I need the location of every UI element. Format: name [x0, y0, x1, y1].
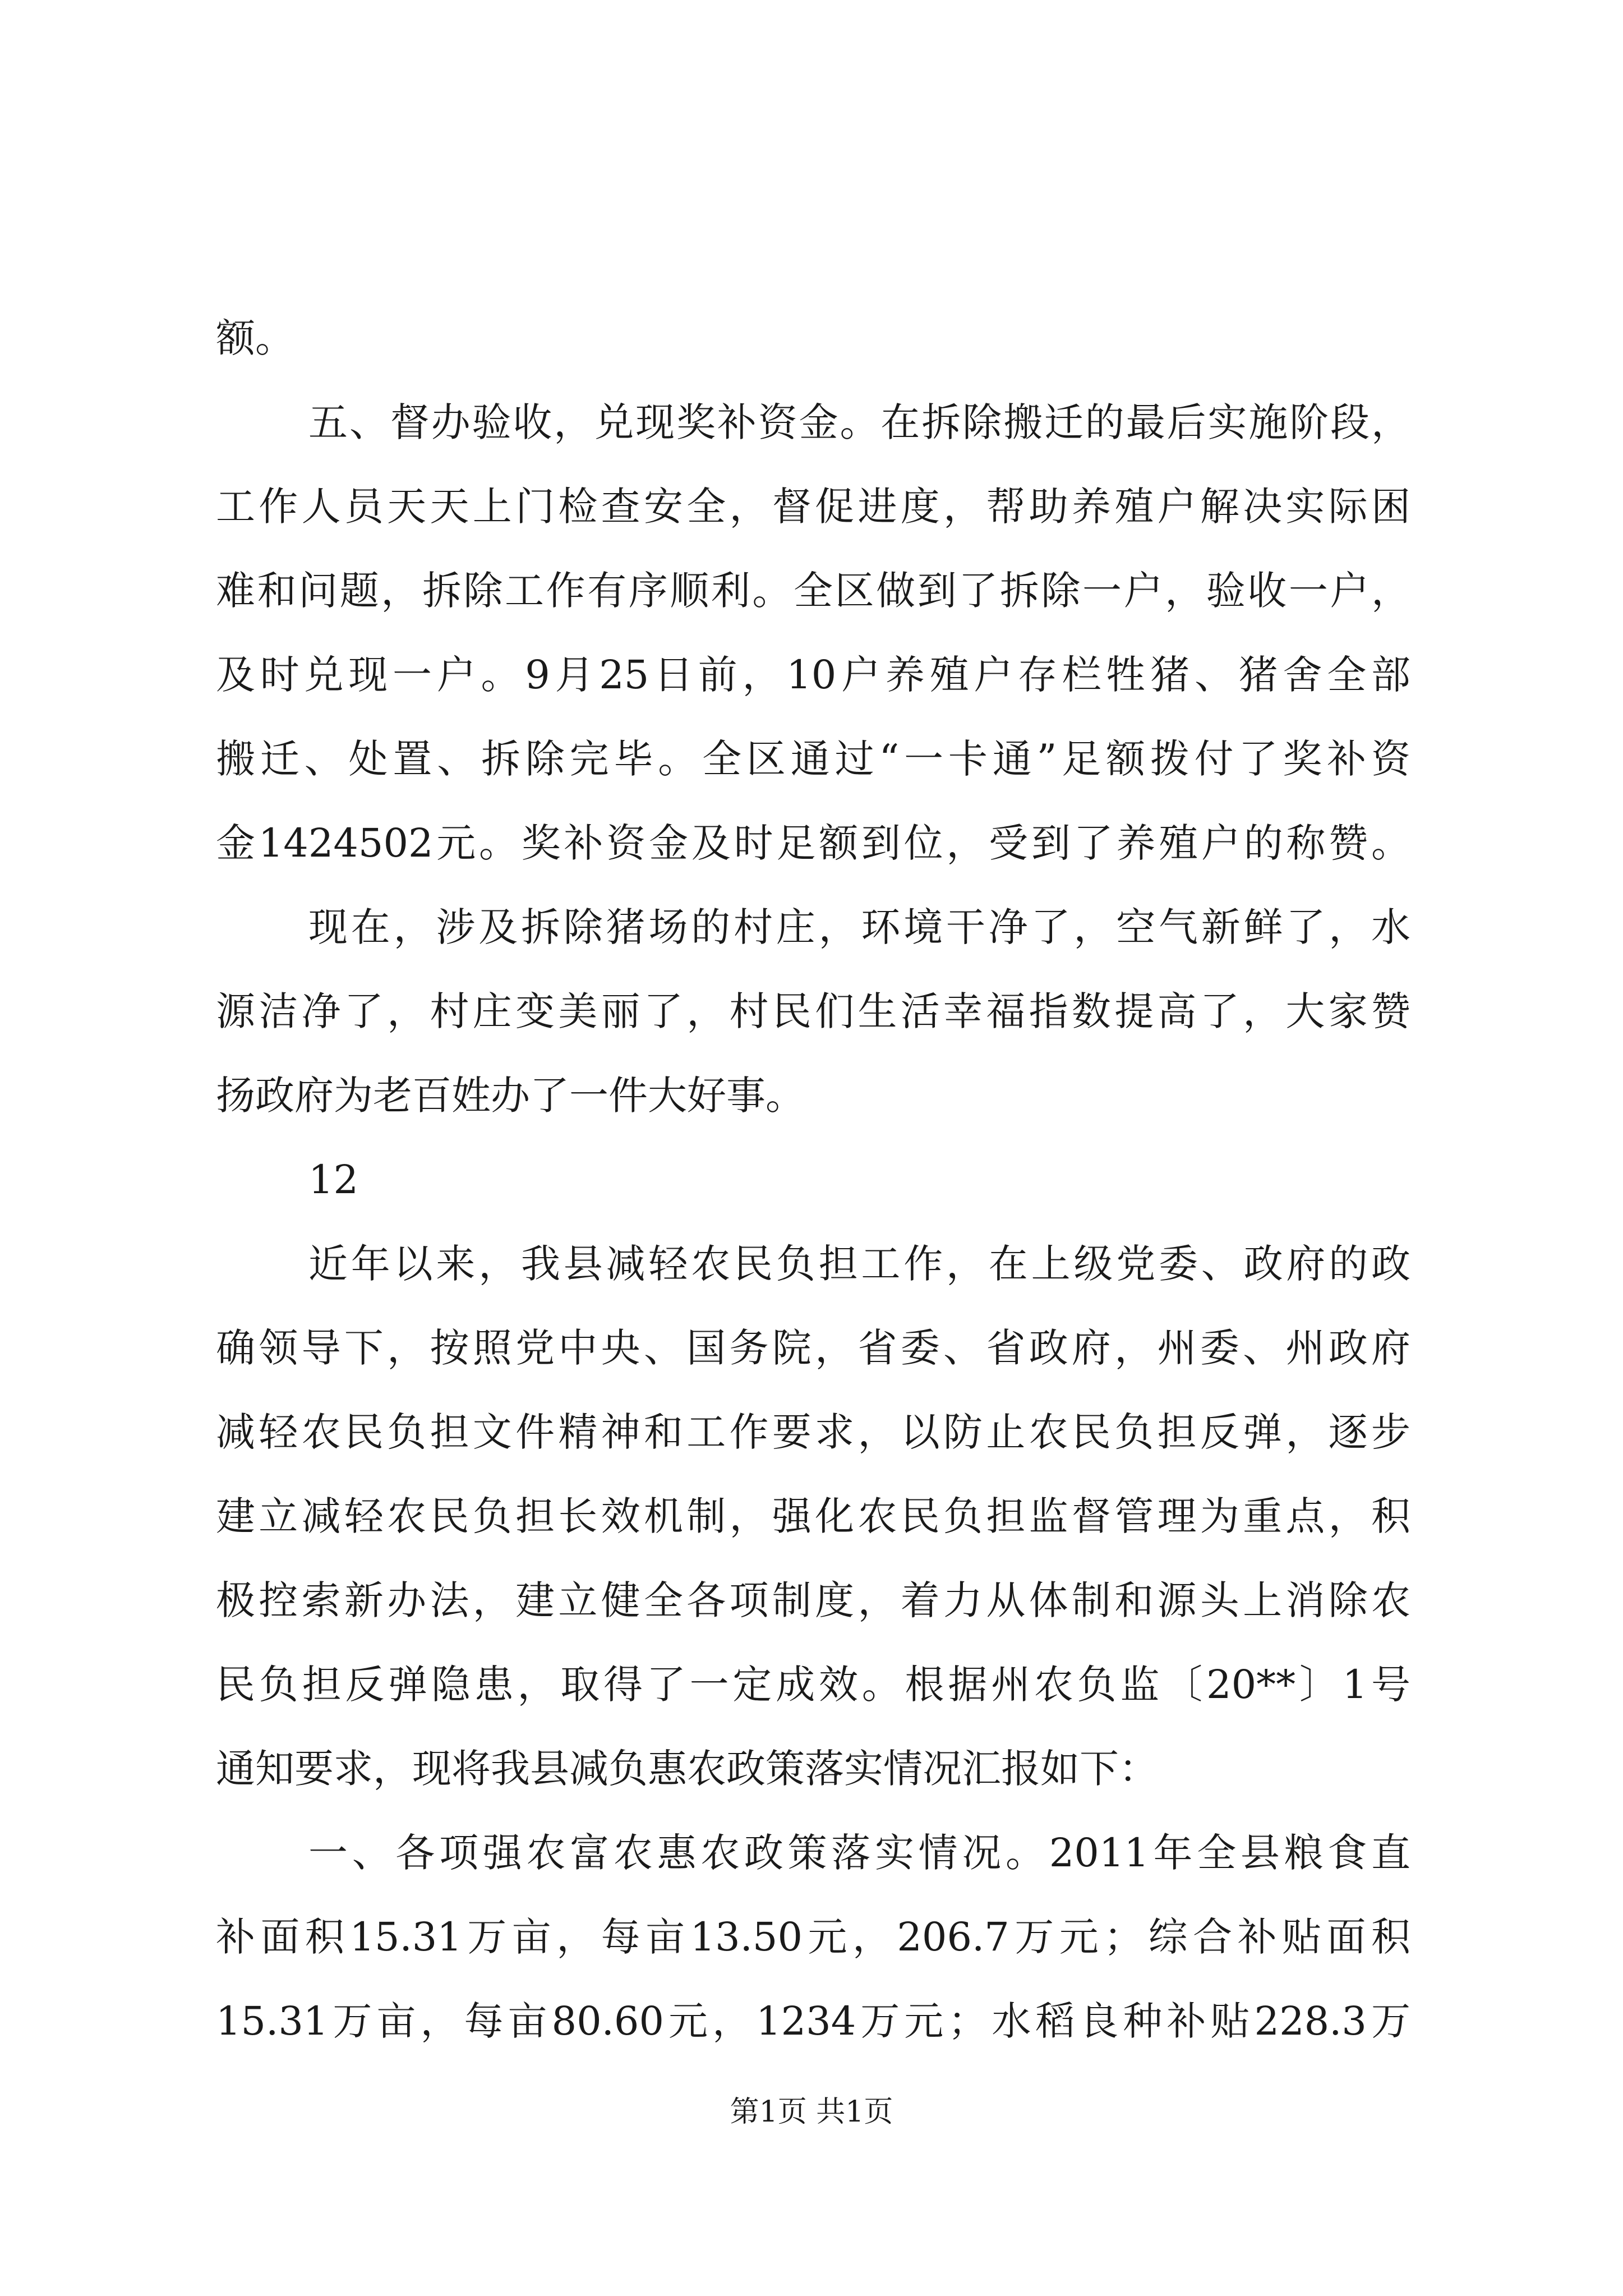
text-line: 确领导下，按照党中央、国务院，省委、省政府，州委、州政府 [216, 1325, 1410, 1371]
text-line: 现在，涉及拆除猪场的村庄，环境干净了，空气新鲜了，水 [308, 904, 1410, 950]
text-line: 金1424502元。奖补资金及时足额到位，受到了养殖户的称赞。 [216, 820, 1410, 866]
section-number: 12 [308, 1157, 359, 1203]
text-line: 通知要求，现将我县减负惠农政策落实情况汇报如下： [216, 1746, 1158, 1792]
text-line: 15.31万亩，每亩80.60元，1234万元；水稻良种补贴228.3万 [216, 1998, 1410, 2044]
text-line: 减轻农民负担文件精神和工作要求，以防止农民负担反弹，逐步 [216, 1409, 1410, 1455]
text-line: 近年以来，我县减轻农民负担工作，在上级党委、政府的政 [308, 1241, 1410, 1287]
text-line: 源洁净了，村庄变美丽了，村民们生活幸福指数提高了，大家赞 [216, 988, 1410, 1034]
text-line: 五、督办验收，兑现奖补资金。在拆除搬迁的最后实施阶段， [308, 399, 1410, 445]
text-line: 极控索新办法，建立健全各项制度，着力从体制和源头上消除农 [216, 1577, 1410, 1623]
text-line: 扬政府为老百姓办了一件大好事。 [216, 1073, 805, 1119]
text-line: 建立减轻农民负担长效机制，强化农民负担监督管理为重点，积 [216, 1493, 1410, 1539]
text-line: 难和问题，拆除工作有序顺利。全区做到了拆除一户，验收一户， [216, 568, 1410, 614]
text-line: 补面积15.31万亩，每亩13.50元，206.7万元；综合补贴面积 [216, 1914, 1410, 1960]
text-line: 一、各项强农富农惠农政策落实情况。2011年全县粮食直 [308, 1830, 1410, 1876]
text-line: 及时兑现一户。9月25日前，10户养殖户存栏牲猪、猪舍全部 [216, 652, 1410, 698]
text-line: 搬迁、处置、拆除完毕。全区通过“一卡通”足额拨付了奖补资 [216, 736, 1410, 782]
page-footer: 第1页 共1页 [730, 2095, 893, 2129]
text-line: 民负担反弹隐患，取得了一定成效。根据州农负监〔20**〕1号 [216, 1662, 1410, 1708]
text-line: 工作人员天天上门检查安全，督促进度，帮助养殖户解决实际困 [216, 484, 1410, 530]
text-line: 额。 [216, 315, 294, 361]
